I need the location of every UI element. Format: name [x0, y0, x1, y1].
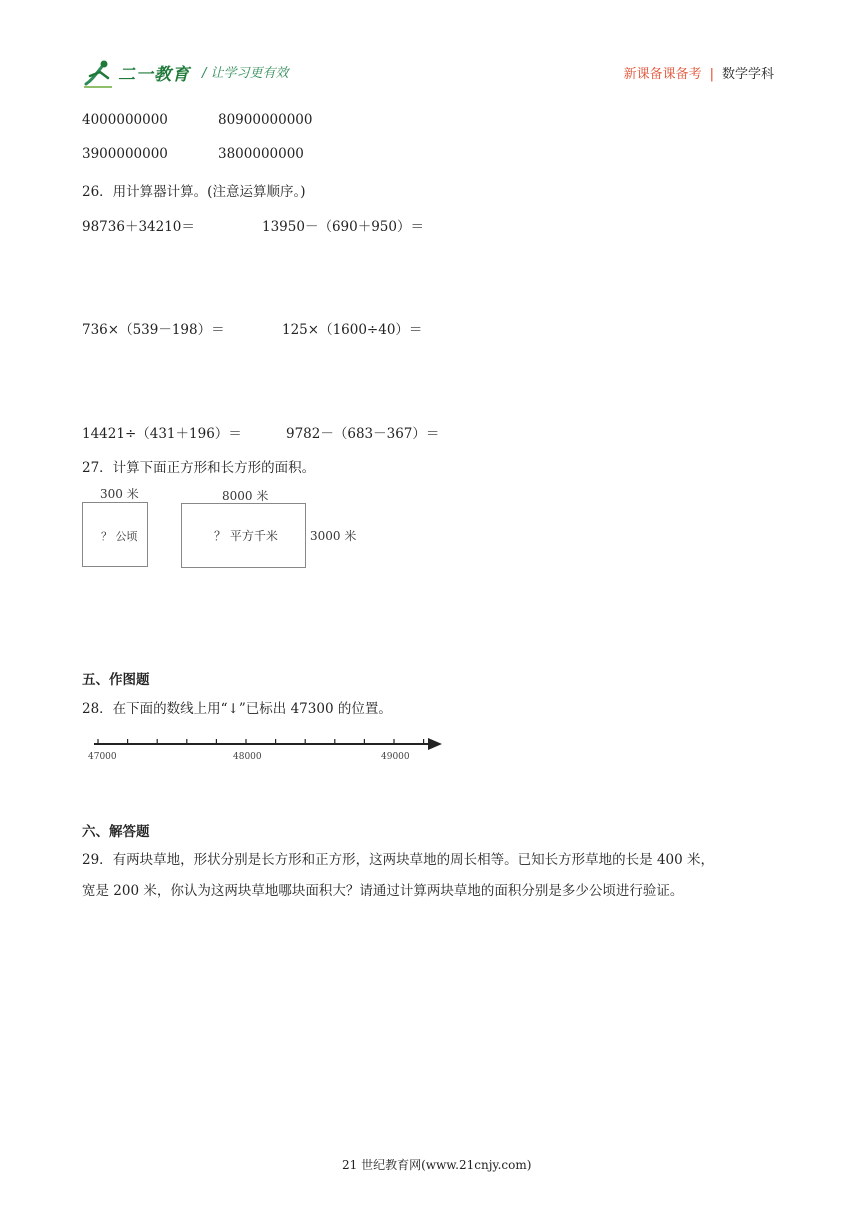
header-right — [624, 63, 774, 82]
tick-label: 47000 — [88, 752, 117, 762]
runner-logo-icon — [82, 58, 118, 90]
header-course-label: 新课备课备考 — [623, 67, 702, 82]
logo — [82, 56, 202, 92]
logo-text: 二一教育 — [118, 65, 190, 85]
number-line — [90, 734, 450, 754]
calc-item: 9782－（683－367）＝ — [286, 426, 440, 442]
rect-area-label: ？ 平方千米 — [214, 529, 278, 543]
arrow-right-icon — [428, 738, 442, 750]
square-area-label: ？ 公顷 — [101, 530, 138, 543]
header-separator: | — [709, 67, 714, 82]
square-side-label: 300 米 — [100, 487, 139, 501]
rect-width-label: 3000 米 — [310, 529, 357, 543]
question-26-title: 26．用计算器计算。(注意运算顺序。) — [82, 184, 306, 200]
header-subject: 数学学科 — [721, 67, 774, 82]
question-29-line2: 宽是 200 米，你认为这两块草地哪块面积大？请通过计算两块草地的面积分别是多少公顷进行验证。 — [82, 883, 684, 899]
tick-label: 48000 — [233, 752, 262, 762]
question-28-title: 28．在下面的数线上用“↓”已标出 47300 的位置。 — [82, 701, 392, 717]
question-29-line1: 29．有两块草地，形状分别是长方形和正方形，这两块草地的周长相等。已知长方形草地的长是 400 米， — [82, 852, 715, 868]
calc-item: 98736＋34210＝ — [82, 219, 195, 235]
question-27-title: 27．计算下面正方形和长方形的面积。 — [82, 460, 316, 476]
square-figure — [82, 502, 148, 567]
calc-item: 736×（539－198）＝ — [82, 322, 225, 338]
number-cell: 3800000000 — [218, 146, 304, 162]
calc-item: 14421÷（431＋196）＝ — [82, 426, 242, 442]
rectangle-figure — [181, 503, 306, 568]
page-footer: 21 世纪教育网(www.21cnjy.com) — [342, 1158, 532, 1172]
calc-item: 13950－（690＋950）＝ — [262, 219, 424, 235]
slogan: / 让学习更有效 — [202, 66, 289, 81]
rect-length-label: 8000 米 — [222, 489, 269, 503]
number-cell: 80900000000 — [218, 112, 313, 128]
tick-label: 49000 — [381, 752, 410, 762]
number-cell: 3900000000 — [82, 146, 168, 162]
section-6-heading: 六、解答题 — [82, 824, 150, 840]
section-5-heading: 五、作图题 — [82, 672, 150, 688]
calc-item: 125×（1600÷40）＝ — [282, 322, 423, 338]
number-cell: 4000000000 — [82, 112, 168, 128]
